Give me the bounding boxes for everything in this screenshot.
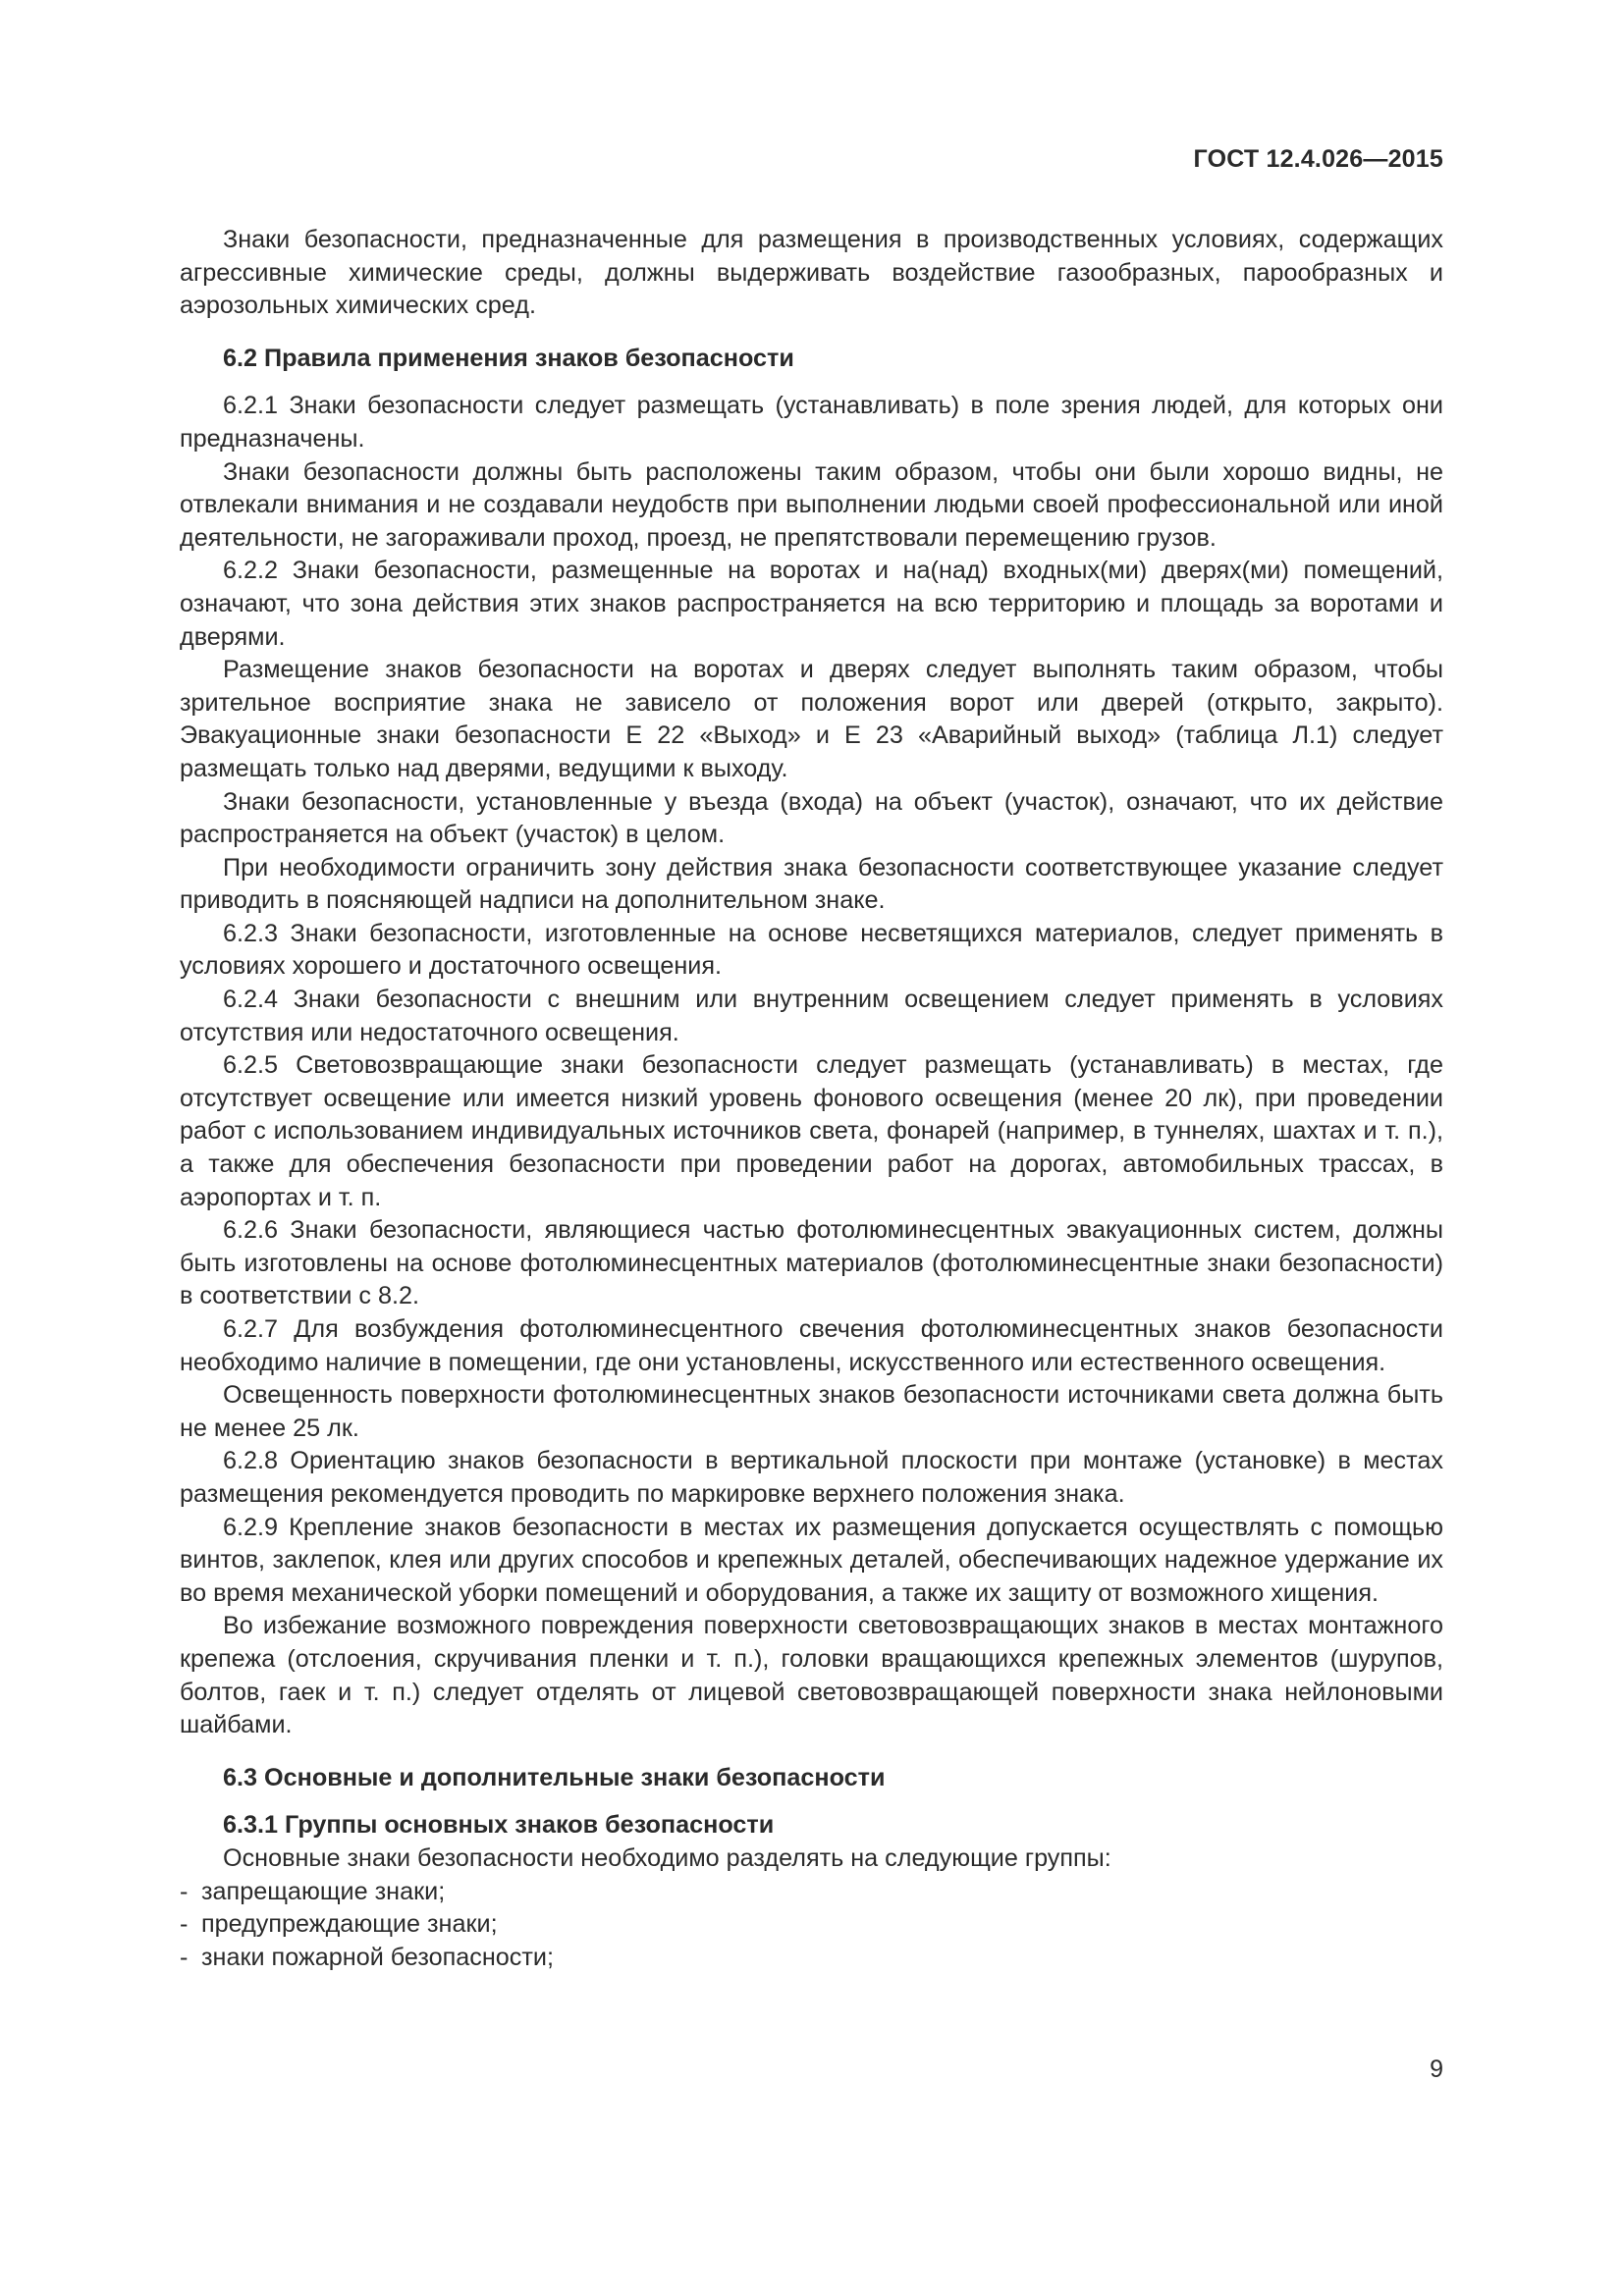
paragraph: 6.2.2 Знаки безопасности, размещенные на воротах и на(над) входных(ми) дверях(ми) помещений, означают, что зона действия этих знаков распространяется на всю территорию и площадь за воротами и дверями. [180, 557, 1443, 651]
list-item [180, 1876, 1443, 1909]
paragraph: Знаки безопасности, предназначенные для размещения в производственных условиях, содержащих агрессивные химические среды, должны выдерживать воздействие газообразных, парообразных и аэрозольных химических сред. [180, 226, 1443, 320]
paragraph: 6.2.1 Знаки безопасности следует размещать (устанавливать) в поле зрения людей, для которых они предназначены. [180, 392, 1443, 453]
list-item [180, 1942, 1443, 1975]
section-heading-6-2: 6.2 Правила применения знаков безопасности [223, 344, 794, 372]
paragraph: 6.2.7 Для возбуждения фотолюминесцентного свечения фотолюминесцентных знаков безопасности необходимо наличие в помещении, где они установлены, искусственного или естественного освещения. [180, 1315, 1443, 1376]
page-number: 9 [1430, 2056, 1443, 2083]
paragraph: 6.2.6 Знаки безопасности, являющиеся частью фотолюминесцентных эвакуационных систем, должны быть изготовлены на основе фотолюминесцентных материалов (фотолюминесцентные знаки безопасности) в соответствии с 8.2. [180, 1216, 1443, 1310]
document-body [180, 224, 1443, 1974]
paragraph: 6.2.9 Крепление знаков безопасности в местах их размещения допускается осуществлять с помощью винтов, заклепок, клея или других способов и крепежных деталей, обеспечивающих надежное удержание их во время механической уборки помещений и оборудования, а также их защиту от возможного хищения. [180, 1513, 1443, 1607]
list-marker: - [180, 1877, 189, 1905]
paragraph: При необходимости ограничить зону действия знака безопасности соответствующее указание следует приводить в поясняющей надписи на дополнительном знаке. [180, 853, 1443, 915]
paragraph: 6.2.8 Ориентацию знаков безопасности в вертикальной плоскости при монтаже (установке) в местах размещения рекомендуется проводить по маркировке верхнего положения знака. [180, 1447, 1443, 1508]
list-marker: - [180, 1943, 189, 1971]
list-item-text: запрещающие знаки; [201, 1877, 446, 1905]
paragraph: 6.2.3 Знаки безопасности, изготовленные на основе несветящихся материалов, следует применять в условиях хорошего и достаточного освещения. [180, 919, 1443, 981]
paragraph: Во избежание возможного повреждения поверхности световозвращающих знаков в местах монтажного крепежа (отслоения, скручивания пленки и т. п.), головки вращающихся крепежных элементов (шурупов, болтов, гаек и т. п.) следует отделять от лицевой световозвращающей поверхности знака нейлоновыми шайбами. [180, 1612, 1443, 1739]
list-item-text: предупреждающие знаки; [201, 1910, 498, 1939]
paragraph: Размещение знаков безопасности на воротах и дверях следует выполнять таким образом, чтобы зрительное восприятие знака не зависело от положения ворот или дверей (открыто, закрыто). Эвакуационные знаки безопасности Е 22 «Выход» и Е 23 «Аварийный выход» (таблица Л.1) следует размещать только над дверями, ведущими к выходу. [180, 656, 1443, 782]
paragraph: Знаки безопасности должны быть расположены таким образом, чтобы они были хорошо видны, не отвлекали внимания и не создавали неудобств при выполнении людьми своей профессиональной или иной деятельности, не загораживали проход, проезд, не препятствовали перемещению грузов. [180, 457, 1443, 552]
list-marker: - [180, 1910, 189, 1939]
list-item-text: знаки пожарной безопасности; [201, 1943, 554, 1971]
paragraph: Знаки безопасности, установленные у въезда (входа) на объект (участок), означают, что их действие распространяется на объект (участок) в целом. [180, 787, 1443, 849]
sign-groups-list [180, 1876, 1443, 1975]
subsection-heading-6-3-1: 6.3.1 Группы основных знаков безопасности [223, 1811, 775, 1840]
document-header-id: ГОСТ 12.4.026—2015 [1193, 145, 1443, 173]
paragraph: Основные знаки безопасности необходимо разделять на следующие группы: [223, 1843, 1111, 1872]
paragraph: Освещенность поверхности фотолюминесцентных знаков безопасности источниками света должна быть не менее 25 лк. [180, 1381, 1443, 1442]
paragraph: 6.2.4 Знаки безопасности с внешним или внутренним освещением следует применять в условиях отсутствия или недостаточного освещения. [180, 986, 1443, 1046]
section-heading-6-3: 6.3 Основные и дополнительные знаки безопасности [223, 1763, 886, 1791]
list-item [180, 1908, 1443, 1942]
paragraph: 6.2.5 Световозвращающие знаки безопасности следует размещать (устанавливать) в местах, где отсутствует освещение или имеется низкий уровень фонового освещения (менее 20 лк), при проведении работ с использованием индивидуальных источников света, фонарей (например, в туннелях, шахтах и т. п.), а также для обеспечения безопасности при проведении работ на дорогах, автомобильных трассах, в аэропортах и т. п. [180, 1051, 1443, 1211]
